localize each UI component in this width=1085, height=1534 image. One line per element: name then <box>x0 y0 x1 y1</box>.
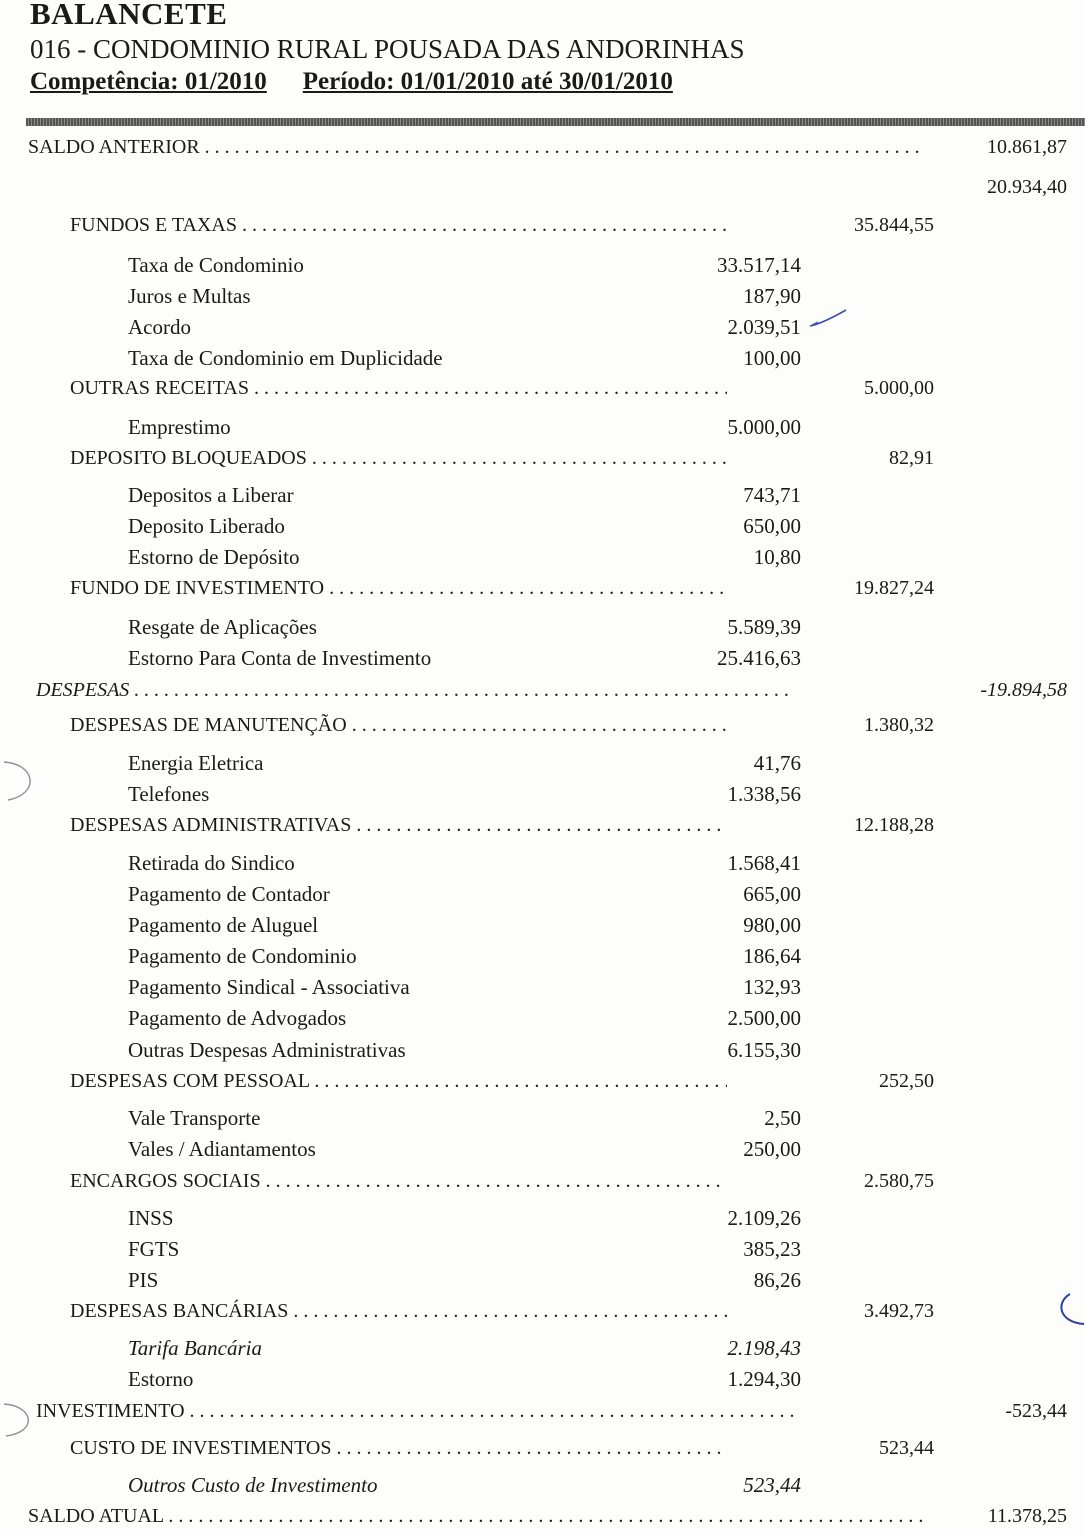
ledger-total-row <box>0 174 1085 200</box>
row-amount: 2.198,43 <box>727 1336 801 1360</box>
row-amount: 5.589,39 <box>727 615 801 639</box>
ledger-item-row <box>0 1205 1085 1231</box>
ledger-item-row <box>0 544 1085 570</box>
row-amount: 650,00 <box>743 514 801 538</box>
row-amount: 743,71 <box>743 483 801 507</box>
row-label: FUNDOS E TAXAS . . . <box>70 212 727 238</box>
punch-hole-mark-icon <box>1050 1292 1085 1328</box>
ledger-item-row <box>0 252 1085 278</box>
ledger-item-row <box>0 1136 1085 1162</box>
row-amount: 2.500,00 <box>727 1006 801 1030</box>
row-label: Telefones <box>128 782 210 806</box>
ledger-group-row <box>0 1435 1085 1461</box>
ledger-item-row <box>0 414 1085 440</box>
row-amount: 1.380,32 <box>864 714 934 736</box>
ledger-group-row <box>0 1168 1085 1194</box>
ledger-total-row <box>0 134 1085 160</box>
row-amount: -523,44 <box>1005 1400 1067 1422</box>
row-amount: 1.568,41 <box>727 851 801 875</box>
row-amount: 3.492,73 <box>864 1300 934 1322</box>
row-amount: 5.000,00 <box>727 415 801 439</box>
row-amount: 33.517,14 <box>717 253 801 277</box>
ledger-item-row <box>0 1472 1085 1498</box>
row-amount: 86,26 <box>753 1268 801 1292</box>
row-amount: 5.000,00 <box>864 377 934 399</box>
row-label: Estorno <box>128 1367 194 1391</box>
row-label: Outros Custo de Investimento <box>128 1473 378 1497</box>
row-amount: 523,44 <box>743 1473 801 1497</box>
ledger-item-row <box>0 1366 1085 1392</box>
ledger-item-row <box>0 943 1085 969</box>
ledger-group-row <box>0 1298 1085 1324</box>
row-label: Pagamento Sindical - Associativa <box>128 975 410 999</box>
row-amount: 385,23 <box>743 1237 801 1261</box>
ledger-group-row <box>0 212 1085 238</box>
ledger-item-row <box>0 345 1085 371</box>
row-amount: -19.894,58 <box>980 679 1067 701</box>
row-amount: 100,00 <box>743 346 801 370</box>
row-label: OUTRAS RECEITAS . . . <box>70 375 727 401</box>
row-label: Outras Despesas Administrativas <box>128 1038 406 1062</box>
row-amount: 19.827,24 <box>854 577 934 599</box>
row-amount: 186,64 <box>743 944 801 968</box>
row-amount: 6.155,30 <box>727 1038 801 1062</box>
row-amount: 25.416,63 <box>717 646 801 670</box>
row-label: FGTS <box>128 1237 180 1261</box>
row-label: SALDO ATUAL . . . <box>28 1503 923 1529</box>
ledger-item-row <box>0 881 1085 907</box>
row-label: SALDO ANTERIOR . . . <box>28 134 923 160</box>
row-label: Depositos a Liberar <box>128 483 294 507</box>
row-label: Taxa de Condominio em Duplicidade <box>128 346 443 370</box>
check-mark-icon <box>808 308 848 328</box>
row-amount: 41,76 <box>753 751 801 775</box>
ledger-item-row <box>0 1236 1085 1262</box>
periodo-label: Período: 01/01/2010 até 30/01/2010 <box>302 68 673 95</box>
row-label: Tarifa Bancária <box>128 1336 262 1360</box>
ledger-group-row <box>0 1068 1085 1094</box>
row-label: Acordo <box>128 315 191 339</box>
row-label: Emprestimo <box>128 415 231 439</box>
row-label: CUSTO DE INVESTIMENTOS . . . <box>70 1435 727 1461</box>
row-amount: 20.934,40 <box>987 176 1067 198</box>
punch-hole-mark-icon <box>0 1402 40 1438</box>
row-amount: 187,90 <box>743 284 801 308</box>
row-amount: 1.294,30 <box>727 1367 801 1391</box>
ledger-group-row <box>0 712 1085 738</box>
row-label: Estorno Para Conta de Investimento <box>128 646 432 670</box>
row-label: Pagamento de Contador <box>128 882 330 906</box>
ledger-item-row <box>0 283 1085 309</box>
row-label: DESPESAS COM PESSOAL . . . <box>70 1068 727 1094</box>
document-title: BALANCETE <box>30 0 228 31</box>
row-label: Energia Eletrica <box>128 751 264 775</box>
ledger-item-row <box>0 974 1085 1000</box>
row-amount: 11.378,25 <box>987 1505 1067 1527</box>
row-label: INVESTIMENTO . . . <box>36 1398 798 1424</box>
ledger-item-row <box>0 750 1085 776</box>
row-amount: 250,00 <box>743 1137 801 1161</box>
ledger-group-row <box>0 575 1085 601</box>
row-amount: 523,44 <box>879 1437 934 1459</box>
row-label: Vale Transporte <box>128 1106 261 1130</box>
row-label: Pagamento de Aluguel <box>128 913 319 937</box>
row-amount: 12.188,28 <box>854 814 934 836</box>
row-label: Resgate de Aplicações <box>128 615 317 639</box>
ledger-item-row <box>0 645 1085 671</box>
ledger-item-row <box>0 850 1085 876</box>
ledger-group-row <box>0 445 1085 471</box>
row-label: Taxa de Condominio <box>128 253 304 277</box>
row-label: DESPESAS ADMINISTRATIVAS . . . <box>70 812 727 838</box>
row-amount: 82,91 <box>889 447 934 469</box>
row-amount: 1.338,56 <box>727 782 801 806</box>
row-label: PIS <box>128 1268 159 1292</box>
row-label: FUNDO DE INVESTIMENTO . . . <box>70 575 727 601</box>
ledger-total-row <box>0 1503 1085 1529</box>
row-label: Juros e Multas <box>128 284 251 308</box>
punch-hole-mark-icon <box>0 760 40 804</box>
row-label: INSS <box>128 1206 174 1230</box>
ledger-item-row <box>0 912 1085 938</box>
row-label: DESPESAS . . . <box>36 677 791 703</box>
row-amount: 10,80 <box>753 545 801 569</box>
ledger-item-row <box>0 482 1085 508</box>
row-amount: 2.039,51 <box>727 315 801 339</box>
ledger-item-row <box>0 1105 1085 1131</box>
row-label: DESPESAS DE MANUTENÇÃO . . . <box>70 712 727 738</box>
row-label: DESPESAS BANCÁRIAS . . . <box>70 1298 727 1324</box>
row-label: Estorno de Depósito <box>128 545 300 569</box>
row-amount: 2.109,26 <box>727 1206 801 1230</box>
row-amount: 132,93 <box>743 975 801 999</box>
row-amount: 665,00 <box>743 882 801 906</box>
row-label: Pagamento de Condominio <box>128 944 357 968</box>
row-label: Deposito Liberado <box>128 514 285 538</box>
ledger-group-row <box>0 375 1085 401</box>
ledger-total-row <box>0 1398 1085 1424</box>
ledger-item-row <box>0 1005 1085 1031</box>
ledger-item-row <box>0 513 1085 539</box>
row-label: Pagamento de Advogados <box>128 1006 347 1030</box>
ledger-item-row <box>0 1335 1085 1361</box>
ledger-item-row <box>0 614 1085 640</box>
row-label: Retirada do Sindico <box>128 851 295 875</box>
row-amount: 2,50 <box>764 1106 801 1130</box>
row-label: ENCARGOS SOCIAIS . . . <box>70 1168 727 1194</box>
ledger-item-row <box>0 1037 1085 1063</box>
row-amount: 2.580,75 <box>864 1170 934 1192</box>
competencia-label: Competência: 01/2010 <box>30 68 267 95</box>
row-label: DEPOSITO BLOQUEADOS . . . <box>70 445 727 471</box>
row-label: Vales / Adiantamentos <box>128 1137 316 1161</box>
ledger-item-row <box>0 314 1085 340</box>
ledger-group-row <box>0 812 1085 838</box>
company-name: 016 - CONDOMINIO RURAL POUSADA DAS ANDORINHAS <box>30 34 745 64</box>
ledger-total-row <box>0 677 1085 703</box>
ledger-item-row <box>0 781 1085 807</box>
row-amount: 10.861,87 <box>987 136 1067 158</box>
row-amount: 980,00 <box>743 913 801 937</box>
row-amount: 252,50 <box>879 1070 934 1092</box>
ledger-item-row <box>0 1267 1085 1293</box>
row-amount: 35.844,55 <box>854 214 934 236</box>
